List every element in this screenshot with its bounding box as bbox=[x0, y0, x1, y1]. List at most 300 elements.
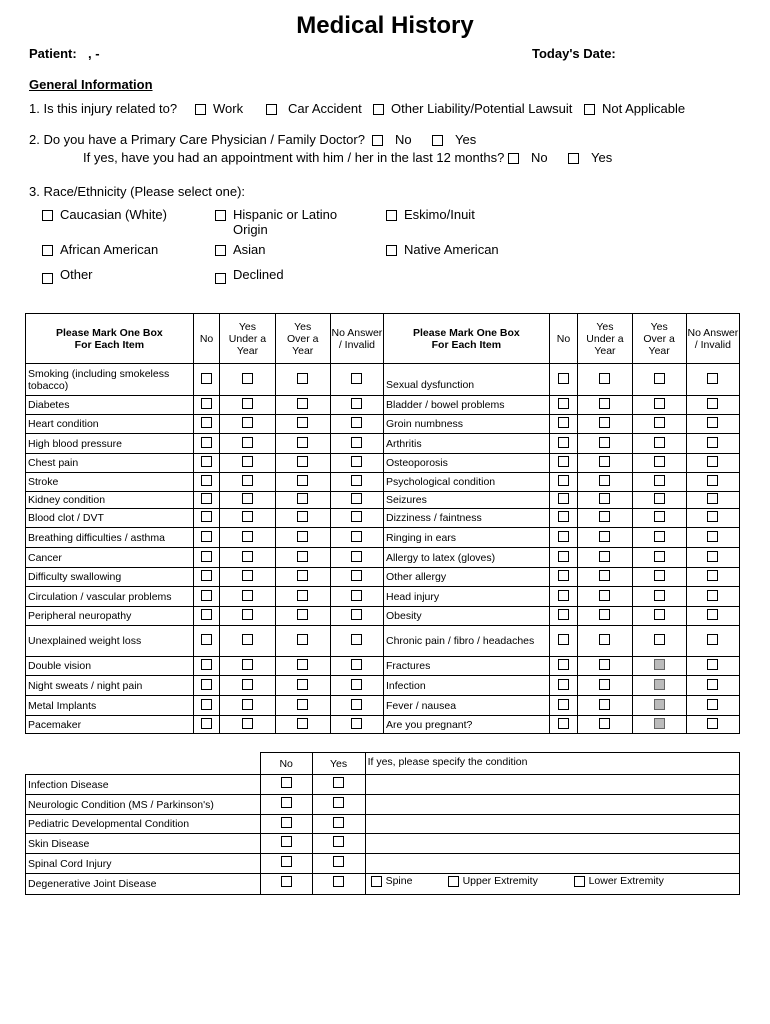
checkbox[interactable] bbox=[558, 417, 569, 428]
condition-label-left: Breathing difficulties / asthma bbox=[26, 528, 194, 548]
cell-no-right bbox=[549, 676, 578, 696]
checkbox[interactable] bbox=[297, 417, 308, 428]
checkbox[interactable] bbox=[386, 210, 397, 221]
checkbox[interactable] bbox=[281, 836, 292, 847]
cell-no-right bbox=[549, 607, 578, 626]
specify-cell[interactable] bbox=[365, 815, 739, 834]
todays-date-label: Today's Date: bbox=[532, 46, 616, 61]
checkbox[interactable] bbox=[558, 398, 569, 409]
cell-no bbox=[193, 396, 220, 415]
checkbox[interactable] bbox=[297, 570, 308, 581]
q2-sub-text: If yes, have you had an appointment with him / her in the last 12 months? bbox=[83, 150, 505, 165]
checkbox[interactable] bbox=[242, 398, 253, 409]
checkbox[interactable] bbox=[558, 493, 569, 504]
cell-no-answer-right bbox=[686, 626, 739, 657]
condition-label-right: Chronic pain / fibro / headaches bbox=[384, 626, 550, 657]
table-row bbox=[26, 587, 740, 607]
checkbox[interactable] bbox=[351, 590, 362, 601]
condition-label-right: Sexual dysfunction bbox=[384, 364, 550, 396]
checkbox[interactable] bbox=[654, 511, 665, 522]
checkbox[interactable] bbox=[351, 373, 362, 384]
checkbox[interactable] bbox=[707, 511, 718, 522]
checkbox[interactable] bbox=[599, 590, 610, 601]
checkbox[interactable] bbox=[558, 511, 569, 522]
cell-no-right bbox=[549, 716, 578, 734]
checkbox[interactable] bbox=[707, 634, 718, 645]
checkbox[interactable] bbox=[707, 398, 718, 409]
cell-yes-over-year bbox=[275, 415, 330, 434]
checkbox[interactable] bbox=[351, 609, 362, 620]
cell-yes-over-year-right bbox=[632, 454, 686, 473]
cell-yes-under-year-right bbox=[578, 434, 632, 454]
checkbox[interactable] bbox=[281, 856, 292, 867]
cell-yes-under-year bbox=[220, 607, 275, 626]
cell-yes-under-year-right bbox=[578, 548, 632, 568]
cell-yes-under-year bbox=[220, 696, 275, 716]
checkbox[interactable] bbox=[201, 373, 212, 384]
checkbox[interactable] bbox=[707, 373, 718, 384]
cell-yes-under-year-right bbox=[578, 626, 632, 657]
patient-label: Patient: bbox=[29, 46, 77, 61]
table-row bbox=[26, 364, 740, 396]
checkbox[interactable] bbox=[599, 398, 610, 409]
cell-yes-over-year bbox=[275, 454, 330, 473]
cell-yes-under-year bbox=[220, 587, 275, 607]
checkbox[interactable] bbox=[574, 876, 585, 887]
cell-no-right bbox=[549, 509, 578, 528]
checkbox[interactable] bbox=[351, 531, 362, 542]
checkbox[interactable] bbox=[297, 659, 308, 670]
checkbox[interactable] bbox=[201, 417, 212, 428]
table2-header-blank bbox=[26, 753, 261, 775]
checkbox[interactable] bbox=[707, 475, 718, 486]
checkbox[interactable] bbox=[242, 659, 253, 670]
checkbox[interactable] bbox=[599, 417, 610, 428]
condition-label-left: Cancer bbox=[26, 548, 194, 568]
checkbox[interactable] bbox=[558, 718, 569, 729]
cell-yes-over-year bbox=[275, 509, 330, 528]
checkbox[interactable] bbox=[654, 493, 665, 504]
checkbox[interactable] bbox=[654, 417, 665, 428]
condition-label-right: Are you pregnant? bbox=[384, 716, 550, 734]
specify-cell[interactable]: Spine Upper Extremity Lower Extremity bbox=[365, 874, 739, 895]
table-row bbox=[26, 854, 740, 874]
cell-yes-under-year bbox=[220, 396, 275, 415]
cell-yes-over-year bbox=[275, 716, 330, 734]
cell-no-answer bbox=[330, 454, 383, 473]
checkbox[interactable] bbox=[654, 659, 665, 670]
condition-label: Degenerative Joint Disease bbox=[26, 874, 261, 895]
cell-yes-over-year bbox=[275, 528, 330, 548]
checkbox[interactable] bbox=[242, 590, 253, 601]
checkbox[interactable] bbox=[599, 679, 610, 690]
checkbox[interactable] bbox=[297, 551, 308, 562]
cell-yes-over-year-right bbox=[632, 676, 686, 696]
specify-cell[interactable] bbox=[365, 795, 739, 815]
checkbox[interactable] bbox=[201, 590, 212, 601]
cell-no-answer bbox=[330, 716, 383, 734]
checkbox[interactable] bbox=[654, 699, 665, 710]
checkbox[interactable] bbox=[558, 699, 569, 710]
checkbox[interactable] bbox=[599, 570, 610, 581]
checkbox[interactable] bbox=[201, 475, 212, 486]
cell-no-right bbox=[549, 454, 578, 473]
checkbox[interactable] bbox=[333, 876, 344, 887]
cell-no-right bbox=[549, 548, 578, 568]
checkbox[interactable] bbox=[201, 551, 212, 562]
cell-yes-under-year bbox=[220, 716, 275, 734]
checkbox[interactable] bbox=[599, 373, 610, 384]
cell-yes-under-year bbox=[220, 528, 275, 548]
condition-label-left: High blood pressure bbox=[26, 434, 194, 454]
checkbox[interactable] bbox=[242, 634, 253, 645]
checkbox[interactable] bbox=[558, 531, 569, 542]
cell-no-answer-right bbox=[686, 509, 739, 528]
checkbox[interactable] bbox=[266, 104, 277, 115]
checkbox[interactable] bbox=[297, 475, 308, 486]
condition-label-left: Heart condition bbox=[26, 415, 194, 434]
checkbox[interactable] bbox=[599, 511, 610, 522]
cell-yes-over-year bbox=[275, 396, 330, 415]
cell-no-right bbox=[549, 528, 578, 548]
cell-yes-under-year-right bbox=[578, 587, 632, 607]
checkbox[interactable] bbox=[297, 493, 308, 504]
condition-label: Skin Disease bbox=[26, 834, 261, 854]
checkbox[interactable] bbox=[42, 273, 53, 284]
col-no-right: No bbox=[549, 314, 578, 364]
condition-label-left: Diabetes bbox=[26, 396, 194, 415]
cell-no bbox=[193, 509, 220, 528]
specify-cell[interactable] bbox=[365, 854, 739, 874]
cell-yes-under-year bbox=[220, 676, 275, 696]
table-row bbox=[26, 454, 740, 473]
checkbox[interactable] bbox=[242, 437, 253, 448]
checkbox[interactable] bbox=[281, 797, 292, 808]
cell-yes-under-year-right bbox=[578, 657, 632, 676]
checkbox[interactable] bbox=[201, 398, 212, 409]
specify-cell[interactable] bbox=[365, 775, 739, 795]
specify-cell[interactable] bbox=[365, 834, 739, 854]
checkbox[interactable] bbox=[333, 817, 344, 828]
checkbox[interactable] bbox=[599, 437, 610, 448]
condition-label-right: Obesity bbox=[384, 607, 550, 626]
checkbox[interactable] bbox=[707, 551, 718, 562]
checkbox[interactable] bbox=[558, 551, 569, 562]
cell-no-answer-right bbox=[686, 473, 739, 492]
checkbox[interactable] bbox=[215, 210, 226, 221]
checkbox[interactable] bbox=[297, 634, 308, 645]
checkbox[interactable] bbox=[201, 531, 212, 542]
table-row bbox=[26, 775, 740, 795]
checkbox[interactable] bbox=[654, 531, 665, 542]
cell-no bbox=[193, 607, 220, 626]
condition-label-left: Chest pain bbox=[26, 454, 194, 473]
checkbox[interactable] bbox=[351, 493, 362, 504]
checkbox[interactable] bbox=[707, 718, 718, 729]
checkbox[interactable] bbox=[351, 551, 362, 562]
checkbox[interactable] bbox=[654, 437, 665, 448]
checkbox[interactable] bbox=[333, 836, 344, 847]
cell-yes-over-year bbox=[275, 587, 330, 607]
checkbox[interactable] bbox=[242, 417, 253, 428]
condition-label-left: Stroke bbox=[26, 473, 194, 492]
checkbox[interactable] bbox=[654, 475, 665, 486]
condition-label-right: Allergy to latex (gloves) bbox=[384, 548, 550, 568]
cell-yes-under-year bbox=[220, 657, 275, 676]
checkbox[interactable] bbox=[707, 590, 718, 601]
checkbox[interactable] bbox=[707, 659, 718, 670]
condition-label: Infection Disease bbox=[26, 775, 261, 795]
checkbox[interactable] bbox=[351, 718, 362, 729]
cell-no-answer bbox=[330, 657, 383, 676]
col-yes-over-year: Yes Over a Year bbox=[275, 314, 330, 364]
cell-no-right bbox=[549, 473, 578, 492]
checkbox[interactable] bbox=[599, 493, 610, 504]
checkbox[interactable] bbox=[242, 475, 253, 486]
condition-label-left: Double vision bbox=[26, 657, 194, 676]
checkbox[interactable] bbox=[599, 699, 610, 710]
checkbox[interactable] bbox=[654, 551, 665, 562]
checkbox[interactable] bbox=[297, 531, 308, 542]
checkbox[interactable] bbox=[333, 856, 344, 867]
checkbox[interactable] bbox=[707, 493, 718, 504]
condition-label-right: Head injury bbox=[384, 587, 550, 607]
q2-text: 2. Do you have a Primary Care Physician / Family Doctor? bbox=[29, 132, 365, 147]
checkbox[interactable] bbox=[372, 135, 383, 146]
cell-yes-under-year bbox=[220, 626, 275, 657]
checkbox[interactable] bbox=[707, 456, 718, 467]
checkbox[interactable] bbox=[351, 456, 362, 467]
checkbox[interactable] bbox=[297, 437, 308, 448]
checkbox[interactable] bbox=[195, 104, 206, 115]
checkbox[interactable] bbox=[242, 570, 253, 581]
checkbox[interactable] bbox=[201, 659, 212, 670]
checkbox[interactable] bbox=[201, 634, 212, 645]
checkbox[interactable] bbox=[654, 398, 665, 409]
cell-yes-over-year-right bbox=[632, 492, 686, 509]
checkbox[interactable] bbox=[242, 373, 253, 384]
cell-yes-over-year-right bbox=[632, 434, 686, 454]
checkbox[interactable] bbox=[242, 609, 253, 620]
checkbox[interactable] bbox=[201, 609, 212, 620]
checkbox[interactable] bbox=[371, 876, 382, 887]
checkbox[interactable] bbox=[297, 679, 308, 690]
checkbox[interactable] bbox=[297, 511, 308, 522]
cell-no-answer bbox=[330, 587, 383, 607]
checkbox[interactable] bbox=[654, 634, 665, 645]
checkbox[interactable] bbox=[281, 876, 292, 887]
checkbox[interactable] bbox=[558, 590, 569, 601]
checkbox[interactable] bbox=[584, 104, 595, 115]
checkbox[interactable] bbox=[201, 511, 212, 522]
col-no: No bbox=[193, 314, 220, 364]
checkbox[interactable] bbox=[599, 718, 610, 729]
checkbox[interactable] bbox=[508, 153, 519, 164]
checkbox[interactable] bbox=[242, 531, 253, 542]
checkbox[interactable] bbox=[201, 570, 212, 581]
checkbox[interactable] bbox=[558, 679, 569, 690]
checkbox[interactable] bbox=[201, 679, 212, 690]
checkbox[interactable] bbox=[215, 273, 226, 284]
checkbox[interactable] bbox=[558, 373, 569, 384]
cell-no-answer bbox=[330, 676, 383, 696]
checkbox[interactable] bbox=[707, 699, 718, 710]
checkbox[interactable] bbox=[599, 634, 610, 645]
checkbox[interactable] bbox=[297, 456, 308, 467]
cell-yes-over-year-right bbox=[632, 396, 686, 415]
checkbox[interactable] bbox=[558, 634, 569, 645]
cell-no-answer bbox=[330, 396, 383, 415]
checkbox[interactable] bbox=[351, 511, 362, 522]
cell-no-answer-right bbox=[686, 396, 739, 415]
cell-yes-over-year-right bbox=[632, 473, 686, 492]
checkbox[interactable] bbox=[242, 493, 253, 504]
condition-label-right: Ringing in ears bbox=[384, 528, 550, 548]
checkbox[interactable] bbox=[599, 659, 610, 670]
cell-yes-over-year-right bbox=[632, 509, 686, 528]
table-row bbox=[26, 795, 740, 815]
checkbox[interactable] bbox=[599, 456, 610, 467]
checkbox[interactable] bbox=[432, 135, 443, 146]
checkbox[interactable] bbox=[373, 104, 384, 115]
condition-label-left: Difficulty swallowing bbox=[26, 568, 194, 587]
checkbox[interactable] bbox=[654, 718, 665, 729]
checkbox[interactable] bbox=[281, 777, 292, 788]
cell-no-right bbox=[549, 696, 578, 716]
checkbox[interactable] bbox=[654, 373, 665, 384]
checkbox[interactable] bbox=[351, 659, 362, 670]
checkbox[interactable] bbox=[297, 718, 308, 729]
cell-yes-over-year bbox=[275, 696, 330, 716]
checkbox[interactable] bbox=[707, 679, 718, 690]
checkbox[interactable] bbox=[654, 679, 665, 690]
checkbox[interactable] bbox=[297, 373, 308, 384]
cell-yes-over-year bbox=[275, 473, 330, 492]
condition-label-left: Blood clot / DVT bbox=[26, 509, 194, 528]
checkbox[interactable] bbox=[654, 456, 665, 467]
checkbox[interactable] bbox=[707, 417, 718, 428]
condition-label-left: Night sweats / night pain bbox=[26, 676, 194, 696]
checkbox[interactable] bbox=[351, 417, 362, 428]
checkbox[interactable] bbox=[351, 475, 362, 486]
checkbox[interactable] bbox=[201, 456, 212, 467]
condition-label-right: Groin numbness bbox=[384, 415, 550, 434]
checkbox[interactable] bbox=[297, 398, 308, 409]
checkbox[interactable] bbox=[707, 570, 718, 581]
checkbox[interactable] bbox=[351, 699, 362, 710]
checkbox[interactable] bbox=[42, 210, 53, 221]
table2-col-no: No bbox=[260, 753, 312, 775]
cell-no-answer bbox=[330, 548, 383, 568]
checkbox[interactable] bbox=[568, 153, 579, 164]
checkbox[interactable] bbox=[281, 817, 292, 828]
table-row bbox=[26, 568, 740, 587]
checkbox[interactable] bbox=[351, 437, 362, 448]
cell-no bbox=[260, 815, 312, 834]
q3-option-hispanic-line2: Origin bbox=[233, 222, 268, 237]
condition-label-right: Other allergy bbox=[384, 568, 550, 587]
checkbox[interactable] bbox=[707, 437, 718, 448]
checkbox[interactable] bbox=[599, 475, 610, 486]
checkbox[interactable] bbox=[558, 570, 569, 581]
cell-yes-over-year-right bbox=[632, 657, 686, 676]
checkbox[interactable] bbox=[201, 718, 212, 729]
cell-yes-under-year bbox=[220, 548, 275, 568]
checkbox[interactable] bbox=[242, 718, 253, 729]
checkbox[interactable] bbox=[707, 609, 718, 620]
checkbox[interactable] bbox=[297, 590, 308, 601]
section-general-information: General Information bbox=[29, 77, 153, 92]
cell-no-answer-right bbox=[686, 657, 739, 676]
cell-yes bbox=[312, 854, 365, 874]
checkbox[interactable] bbox=[558, 437, 569, 448]
checkbox[interactable] bbox=[42, 245, 53, 256]
checkbox[interactable] bbox=[558, 609, 569, 620]
cell-yes-over-year bbox=[275, 626, 330, 657]
table-row bbox=[26, 548, 740, 568]
cell-yes-under-year bbox=[220, 568, 275, 587]
cell-no-right bbox=[549, 657, 578, 676]
checkbox[interactable] bbox=[351, 679, 362, 690]
checkbox[interactable] bbox=[351, 398, 362, 409]
cell-no-answer-right bbox=[686, 696, 739, 716]
checkbox[interactable] bbox=[654, 609, 665, 620]
checkbox[interactable] bbox=[242, 511, 253, 522]
checkbox[interactable] bbox=[242, 551, 253, 562]
checkbox[interactable] bbox=[215, 245, 226, 256]
cell-yes-over-year-right bbox=[632, 528, 686, 548]
checkbox[interactable] bbox=[297, 699, 308, 710]
conditions-specify-table bbox=[25, 752, 740, 895]
checkbox[interactable] bbox=[351, 634, 362, 645]
cell-no-answer-right bbox=[686, 454, 739, 473]
checkbox[interactable] bbox=[707, 531, 718, 542]
checkbox[interactable] bbox=[333, 797, 344, 808]
checkbox[interactable] bbox=[201, 437, 212, 448]
checkbox[interactable] bbox=[386, 245, 397, 256]
checkbox[interactable] bbox=[201, 699, 212, 710]
cell-no-right bbox=[549, 415, 578, 434]
cell-no bbox=[193, 676, 220, 696]
cell-no bbox=[193, 587, 220, 607]
cell-no-answer-right bbox=[686, 716, 739, 734]
checkbox[interactable] bbox=[599, 551, 610, 562]
checkbox[interactable] bbox=[297, 609, 308, 620]
checkbox[interactable] bbox=[599, 609, 610, 620]
cell-yes bbox=[312, 874, 365, 895]
condition-label-left: Circulation / vascular problems bbox=[26, 587, 194, 607]
checkbox[interactable] bbox=[654, 590, 665, 601]
checkbox[interactable] bbox=[558, 659, 569, 670]
checkbox[interactable] bbox=[351, 570, 362, 581]
checkbox[interactable] bbox=[448, 876, 459, 887]
checkbox[interactable] bbox=[558, 456, 569, 467]
cell-no-right bbox=[549, 587, 578, 607]
condition-label-right: Seizures bbox=[384, 492, 550, 509]
cell-no-right bbox=[549, 364, 578, 396]
checkbox[interactable] bbox=[333, 777, 344, 788]
checkbox[interactable] bbox=[201, 493, 212, 504]
checkbox[interactable] bbox=[242, 456, 253, 467]
cell-yes-under-year-right bbox=[578, 528, 632, 548]
checkbox[interactable] bbox=[599, 531, 610, 542]
checkbox[interactable] bbox=[558, 475, 569, 486]
condition-label-right: Osteoporosis bbox=[384, 454, 550, 473]
checkbox[interactable] bbox=[242, 679, 253, 690]
checkbox[interactable] bbox=[654, 570, 665, 581]
checkbox[interactable] bbox=[242, 699, 253, 710]
condition-label-right: Arthritis bbox=[384, 434, 550, 454]
